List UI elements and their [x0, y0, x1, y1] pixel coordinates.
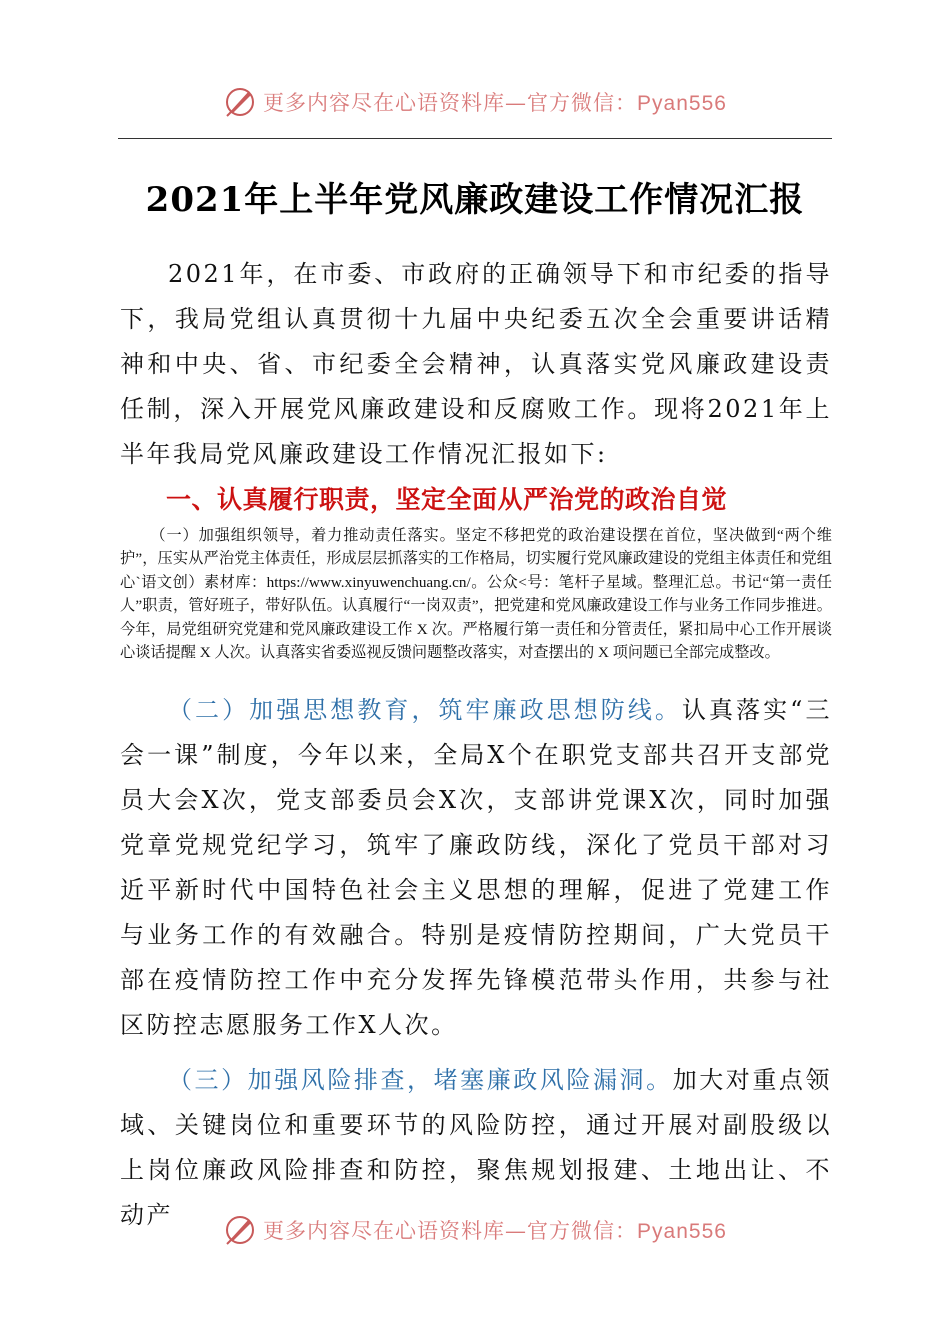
intro-paragraph: 2021年，在市委、市政府的正确领导下和市纪委的指导下，我局党组认真贯彻十九届中央纪委五次全会重要讲话精神和中央、省、市纪委全会精神，认真落实党风廉政建设责任制，深入开展党风廉政建设和反腐败工作。现将2021年上半年我局党风廉政建设工作情况汇报如下:: [120, 260, 832, 468]
quill-logo-icon: [223, 1213, 257, 1247]
section-1-heading: 一、认真履行职责，坚定全面从严治党的政治自觉: [166, 485, 728, 514]
watermark-text: 更多内容尽在心语资料库—官方微信：Pyan556: [263, 91, 727, 115]
item-2-title: （二）加强思想教育，筑牢廉政思想防线。: [168, 696, 682, 724]
document-title: 2021年上半年党风廉政建设工作情况汇报: [145, 180, 805, 220]
item-3-title: （三）加强风险排查，堵塞廉政风险漏洞。: [168, 1066, 673, 1094]
section-1-item-2: [120, 688, 832, 1048]
watermark-text: 更多内容尽在心语资料库—官方微信：Pyan556: [263, 1219, 727, 1243]
item-3-body: 加大对重点领域、关键岗位和重要环节的风险防控，通过开展对副股级以上岗位廉政风险排查和防控，聚焦规划报建、土地出让、不动产: [120, 1066, 832, 1229]
section-1-item-1: （一）加强组织领导，着力推动责任落实。坚定不移把党的政治建设摆在首位，坚决做到“两个维护”，压实从严治党主体责任，形成层层抓落实的工作格局，切实履行党风廉政建设的党组主体责任和党组心`语文创）素材库：https://www.xinyuwenchuang.cn/。公众<号：笔杆子星域。整理汇总。书记“第一责任人”职责，管好班子，带好队伍。认真履行“一岗双责”，把党建和党风廉政建设工作与业务工作同步推进。今年，局党组研究党建和党风廉政建设工作 X 次。严格履行第一责任和分管责任，紧扣局中心工作开展谈心谈话提醒 X 人次。认真落实省委巡视反馈问题整改落实，对查摆出的 X 项问题已全部完成整改。: [120, 527, 832, 662]
header-watermark: [0, 82, 950, 122]
quill-logo-icon: [223, 85, 257, 119]
header-divider: [118, 138, 832, 139]
item-2-body: 认真落实“三会一课”制度，今年以来，全局X个在职党支部共召开支部党员大会X次，党支部委员会X次，支部讲党课X次，同时加强党章党规党纪学习，筑牢了廉政防线，深化了党员干部对习近平新时代中国特色社会主义思想的理解，促进了党建工作与业务工作的有效融合。特别是疫情防控期间，广大党员干部在疫情防控工作中充分发挥先锋模范带头作用，共参与社区防控志愿服务工作X人次。: [120, 696, 832, 1039]
footer-watermark: [0, 1210, 950, 1250]
